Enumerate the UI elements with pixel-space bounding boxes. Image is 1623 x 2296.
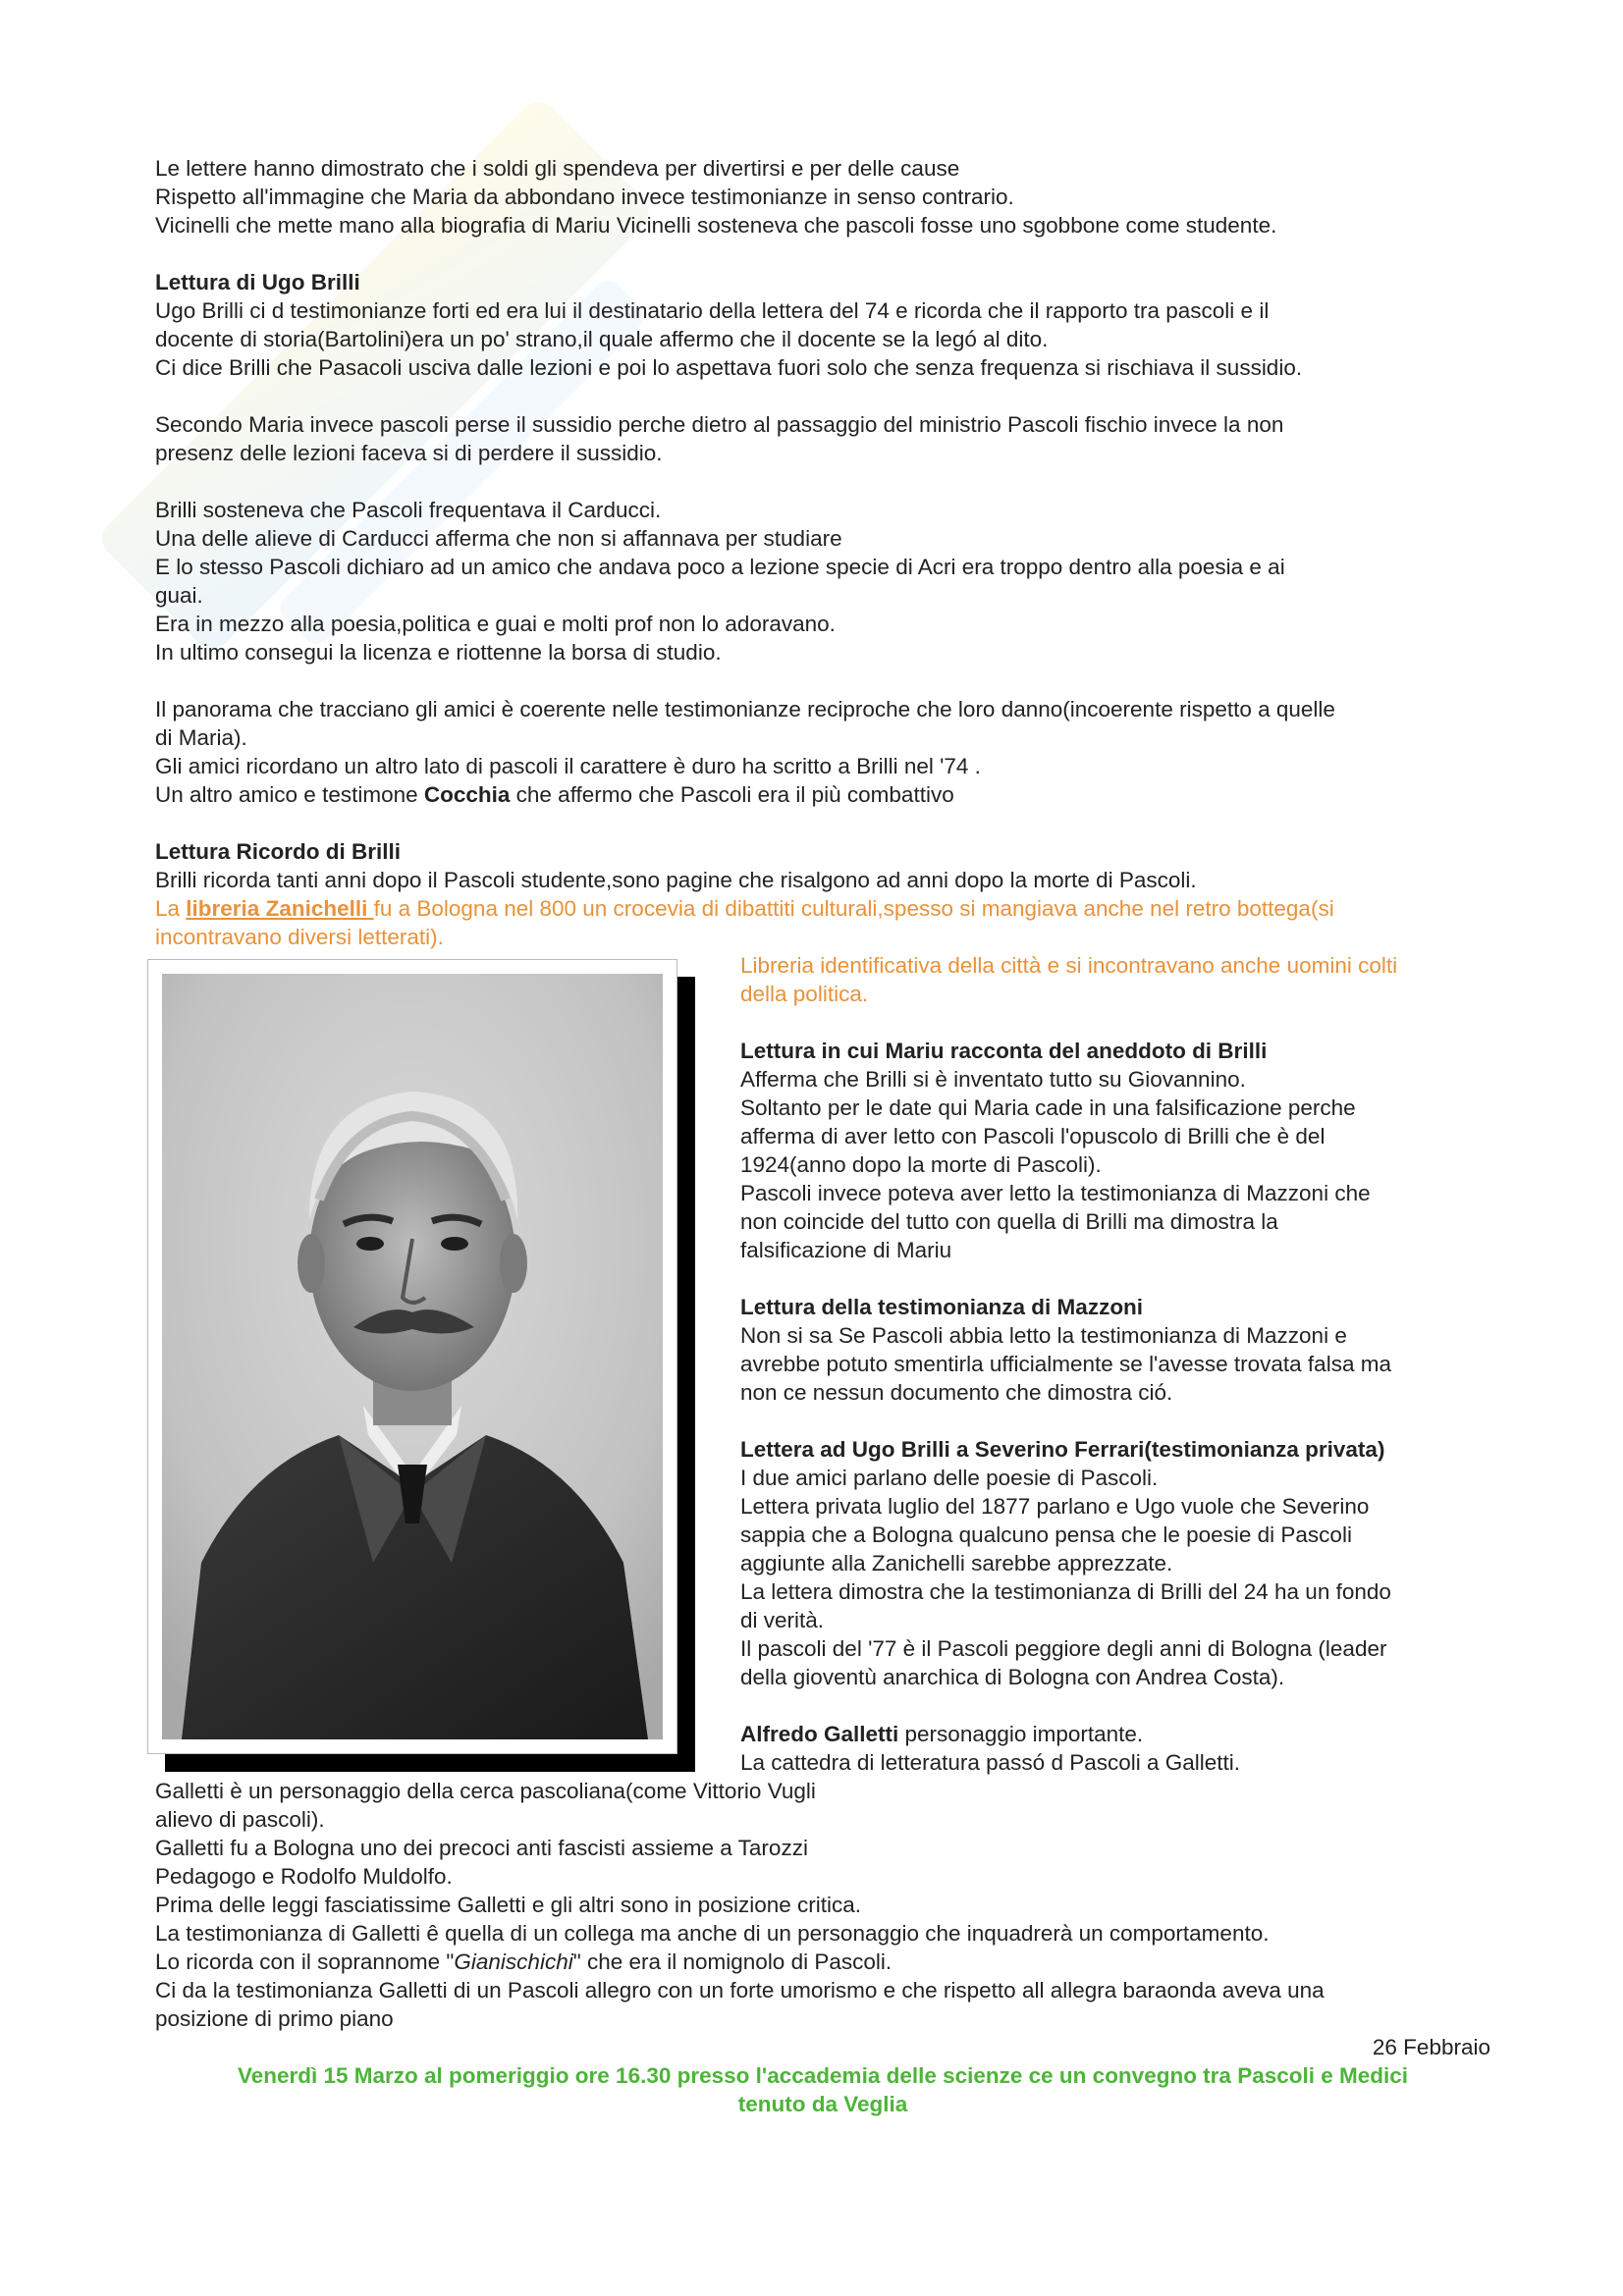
text-line: Il panorama che tracciano gli amici è coerente nelle testimonianze reciproche che loro danno(incoerente rispetto a quelle xyxy=(155,697,1335,721)
highlighted-line: della politica. xyxy=(740,982,869,1006)
text-line: posizione di primo piano xyxy=(155,2006,394,2031)
text-line: Pascoli invece poteva aver letto la testimonianza di Mazzoni che xyxy=(740,1181,1371,1205)
text-line: alievo di pascoli). xyxy=(155,1807,325,1832)
text-line: Gli amici ricordano un altro lato di pascoli il carattere è duro ha scritto a Brilli nel '74 . xyxy=(155,754,981,778)
text-line: guai. xyxy=(155,583,203,608)
text-line: E lo stesso Pascoli dichiaro ad un amico che andava poco a lezione specie di Acri era troppo dentro alla poesia e ai xyxy=(155,555,1285,579)
section-heading-ricordo: Lettura Ricordo di Brilli xyxy=(155,839,402,864)
section-heading-lettera: Lettera ad Ugo Brilli a Severino Ferrari(testimonianza privata) xyxy=(740,1437,1385,1462)
text-line: presenz delle lezioni faceva si di perdere il sussidio. xyxy=(155,441,663,465)
libreria-zanichelli-link[interactable]: libreria Zanichelli xyxy=(186,896,374,921)
text-line: non coincide del tutto con quella di Brilli ma dimostra la xyxy=(740,1209,1278,1234)
text-line: Lettera privata luglio del 1877 parlano e Ugo vuole che Severino xyxy=(740,1494,1370,1519)
text-line: afferma di aver letto con Pascoli l'opuscolo di Brilli che è del xyxy=(740,1124,1325,1148)
text-line: Secondo Maria invece pascoli perse il sussidio perche dietro al passaggio del ministrio Pascoli fischio invece la non xyxy=(155,412,1284,437)
text-line: In ultimo consegui la licenza e riottenne la borsa di studio. xyxy=(155,640,722,665)
portrait-figure xyxy=(147,951,697,1776)
text-line: Ci dice Brilli che Pasacoli usciva dalle lezioni e poi lo aspettava fuori solo che senza frequenza si rischiava il sussidio. xyxy=(155,355,1303,380)
text-line: sappia che a Bologna qualcuno pensa che le poesie di Pascoli xyxy=(740,1522,1352,1547)
text-line: avrebbe potuto smentirla ufficialmente se l'avesse trovata falsa ma xyxy=(740,1352,1391,1376)
text-line: Rispetto all'immagine che Maria da abbondano invece testimonianze in senso contrario. xyxy=(155,185,1014,209)
text-line: Soltanto per le date qui Maria cade in una falsificazione perche xyxy=(740,1095,1356,1120)
text-line: non ce nessun documento che dimostra ció. xyxy=(740,1380,1173,1405)
galletti-name: Alfredo Galletti xyxy=(740,1722,899,1746)
text-line: Brilli ricorda tanti anni dopo il Pascoli studente,sono pagine che risalgono ad anni dopo la morte di Pascoli. xyxy=(155,868,1197,892)
text-line: della gioventù anarchica di Bologna con Andrea Costa). xyxy=(740,1665,1285,1689)
text-line: Ci da la testimonianza Galletti di un Pascoli allegro con un forte umorismo e che rispetto all allegra baraonda aveva una xyxy=(155,1978,1325,2002)
portrait-frame xyxy=(147,959,677,1754)
date-label: 26 Febbraio xyxy=(1372,2035,1490,2059)
text-line: La cattedra di letteratura passó d Pascoli a Galletti. xyxy=(740,1750,1241,1775)
section-heading-brilli: Lettura di Ugo Brilli xyxy=(155,270,360,294)
text-line: Le lettere hanno dimostrato che i soldi gli spendeva per divertirsi e per delle cause xyxy=(155,156,960,181)
text-line: La testimonianza di Galletti ê quella di un collega ma anche di un personaggio che inquadrerà un comportamento. xyxy=(155,1921,1270,1946)
text-line: Galletti fu a Bologna uno dei precoci anti fascisti assieme a Tarozzi xyxy=(155,1836,808,1860)
section-heading-mariu: Lettura in cui Mariu racconta del aneddoto di Brilli xyxy=(740,1039,1268,1063)
page-content xyxy=(155,154,1490,2118)
announcement xyxy=(155,2061,1490,2118)
text-line: Brilli sosteneva che Pascoli frequentava il Carducci. xyxy=(155,498,662,522)
text-line: Afferma che Brilli si è inventato tutto su Giovannino. xyxy=(740,1067,1246,1092)
text-line: Non si sa Se Pascoli abbia letto la testimonianza di Mazzoni e xyxy=(740,1323,1347,1348)
text-line-cocchia: Un altro amico e testimone Cocchia che affermo che Pascoli era il più combattivo xyxy=(155,782,954,807)
cocchia-name: Cocchia xyxy=(423,782,511,807)
text-line: Galletti è un personaggio della cerca pascoliana(come Vittorio Vugli xyxy=(155,1779,816,1803)
announcement-line: Venerdì 15 Marzo al pomeriggio ore 16.30 presso l'accademia delle scienze ce un convegno tra Pascoli e Medici xyxy=(237,2063,1409,2088)
text-line: Prima delle leggi fasciatissime Galletti e gli altri sono in posizione critica. xyxy=(155,1893,862,1917)
text-line: di Maria). xyxy=(155,725,247,750)
text-line: di verità. xyxy=(740,1608,825,1632)
text-line: docente di storia(Bartolini)era un po' strano,il quale affermo che il docente se la legó al dito. xyxy=(155,327,1049,351)
text-line: La lettera dimostra che la testimonianza di Brilli del 24 ha un fondo xyxy=(740,1579,1391,1604)
text-line: Ugo Brilli ci d testimonianze forti ed era lui il destinatario della lettera del 74 e ricorda che il rapporto tra pascoli e il xyxy=(155,298,1270,323)
text-line: falsificazione di Mariu xyxy=(740,1238,952,1262)
highlighted-line: La libreria Zanichelli fu a Bologna nel 800 un crocevia di dibattiti culturali,spesso si mangiava anche nel retro bottega(si xyxy=(155,896,1334,921)
text-line-nickname: Lo ricorda con il soprannome "Gianischichi" che era il nomignolo di Pascoli. xyxy=(155,1949,893,1974)
nickname: Gianischichi xyxy=(454,1949,573,1974)
galletti-line: Alfredo Galletti personaggio importante. xyxy=(740,1722,1144,1746)
highlighted-line: Libreria identificativa della città e si incontravano anche uomini colti xyxy=(740,953,1398,978)
text-line: Il pascoli del '77 è il Pascoli peggiore degli anni di Bologna (leader xyxy=(740,1636,1387,1661)
text-line: Era in mezzo alla poesia,politica e guai e molti prof non lo adoravano. xyxy=(155,612,836,636)
announcement-line: tenuto da Veglia xyxy=(737,2092,908,2116)
text-line: 1924(anno dopo la morte di Pascoli). xyxy=(740,1152,1102,1177)
text-line: Pedagogo e Rodolfo Muldolfo. xyxy=(155,1864,453,1889)
portrait-photo xyxy=(162,974,663,1739)
text-line: Vicinelli che mette mano alla biografia di Mariu Vicinelli sosteneva che pascoli fosse uno sgobbone come studente. xyxy=(155,213,1277,238)
text-line: I due amici parlano delle poesie di Pascoli. xyxy=(740,1466,1159,1490)
highlighted-line: incontravano diversi letterati). xyxy=(155,925,444,949)
text-line: aggiunte alla Zanichelli sarebbe apprezzate. xyxy=(740,1551,1173,1575)
section-heading-mazzoni: Lettura della testimonianza di Mazzoni xyxy=(740,1295,1144,1319)
text-line: Una delle alieve di Carducci afferma che non si affannava per studiare xyxy=(155,526,842,551)
